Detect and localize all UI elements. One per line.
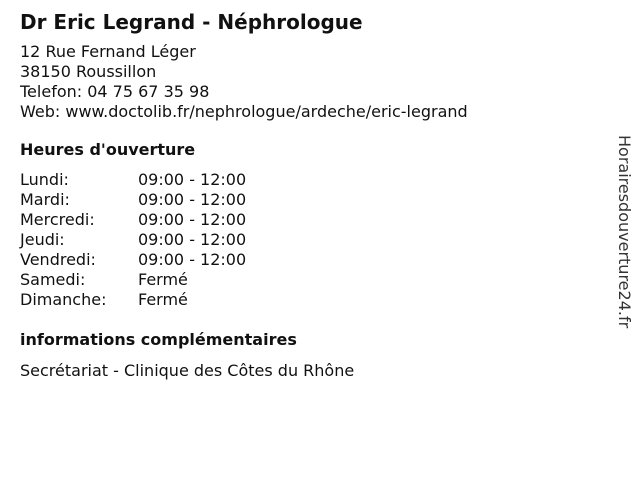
day-hours: 09:00 - 12:00: [138, 250, 247, 269]
additional-info-text: Secrétariat - Clinique des Côtes du Rhône: [20, 361, 355, 380]
website-link[interactable]: Web: www.doctolib.fr/nephrologue/ardeche/eric-legrand: [20, 102, 468, 121]
opening-hours-table: [20, 170, 600, 310]
phone-number: Telefon: 04 75 67 35 98: [20, 82, 210, 101]
day-label: Lundi:: [20, 170, 69, 189]
address-street: 12 Rue Fernand Léger: [20, 42, 196, 61]
day-hours: Fermé: [138, 270, 188, 289]
hours-row-wednesday: [20, 210, 600, 230]
additional-info-heading: informations complémentaires: [20, 330, 297, 349]
hours-row-sunday: [20, 290, 600, 310]
day-label: Mardi:: [20, 190, 70, 209]
day-hours: 09:00 - 12:00: [138, 190, 247, 209]
hours-row-tuesday: [20, 190, 600, 210]
day-hours: Fermé: [138, 290, 188, 309]
day-label: Samedi:: [20, 270, 86, 289]
day-hours: 09:00 - 12:00: [138, 230, 247, 249]
hours-row-friday: [20, 250, 600, 270]
hours-row-saturday: [20, 270, 600, 290]
day-label: Dimanche:: [20, 290, 107, 309]
site-watermark: Horairesdouverture24.fr: [615, 135, 634, 329]
doctor-card: [20, 8, 600, 381]
address-city: 38150 Roussillon: [20, 62, 157, 81]
hours-row-monday: [20, 170, 600, 190]
hours-row-thursday: [20, 230, 600, 250]
day-hours: 09:00 - 12:00: [138, 170, 247, 189]
opening-hours-heading: Heures d'ouverture: [20, 140, 196, 159]
day-label: Jeudi:: [20, 230, 65, 249]
page-title: Dr Eric Legrand - Néphrologue: [20, 10, 363, 34]
day-hours: 09:00 - 12:00: [138, 210, 247, 229]
day-label: Mercredi:: [20, 210, 95, 229]
day-label: Vendredi:: [20, 250, 96, 269]
